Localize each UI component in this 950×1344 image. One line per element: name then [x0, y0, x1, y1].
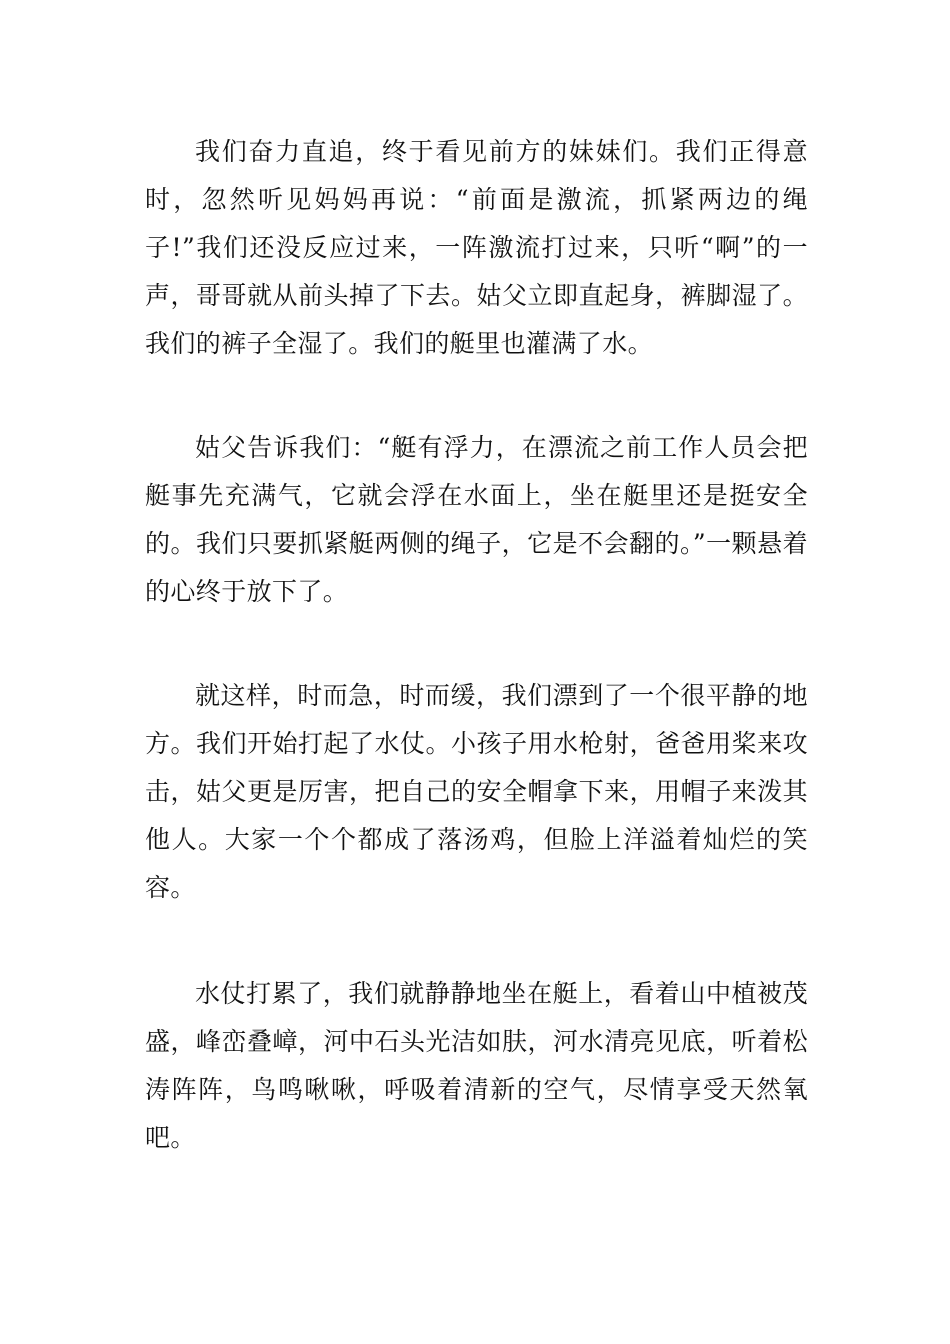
paragraph-1: 我们奋力直追，终于看见前方的妹妹们。我们正得意时，忽然听见妈妈再说：“前面是激流，抓紧两边的绳子!”我们还没反应过来，一阵激流打过来，只听“啊”的一声，哥哥就从前头掉了下去。姑父立即直起身，裤脚湿了。我们的裤子全湿了。我们的艇里也灌满了水。 — [145, 137, 808, 358]
paragraph-4: 水仗打累了，我们就静静地坐在艇上，看着山中植被茂盛，峰峦叠嶂，河中石头光洁如肤，河水清亮见底，听着松涛阵阵，鸟鸣啾啾，呼吸着清新的空气，尽情享受天然氧吧。 — [145, 979, 808, 1152]
paragraph-2: 姑父告诉我们：“艇有浮力，在漂流之前工作人员会把艇事先充满气，它就会浮在水面上，坐在艇里还是挺安全的。我们只要抓紧艇两侧的绳子，它是不会翻的。”一颗悬着的心终于放下了。 — [145, 433, 808, 606]
paragraph-3: 就这样，时而急，时而缓，我们漂到了一个很平静的地方。我们开始打起了水仗。小孩子用水枪射，爸爸用桨来攻击，姑父更是厉害，把自己的安全帽拿下来，用帽子来泼其他人。大家一个个都成了落汤鸡，但脸上洋溢着灿烂的笑容。 — [145, 681, 808, 902]
